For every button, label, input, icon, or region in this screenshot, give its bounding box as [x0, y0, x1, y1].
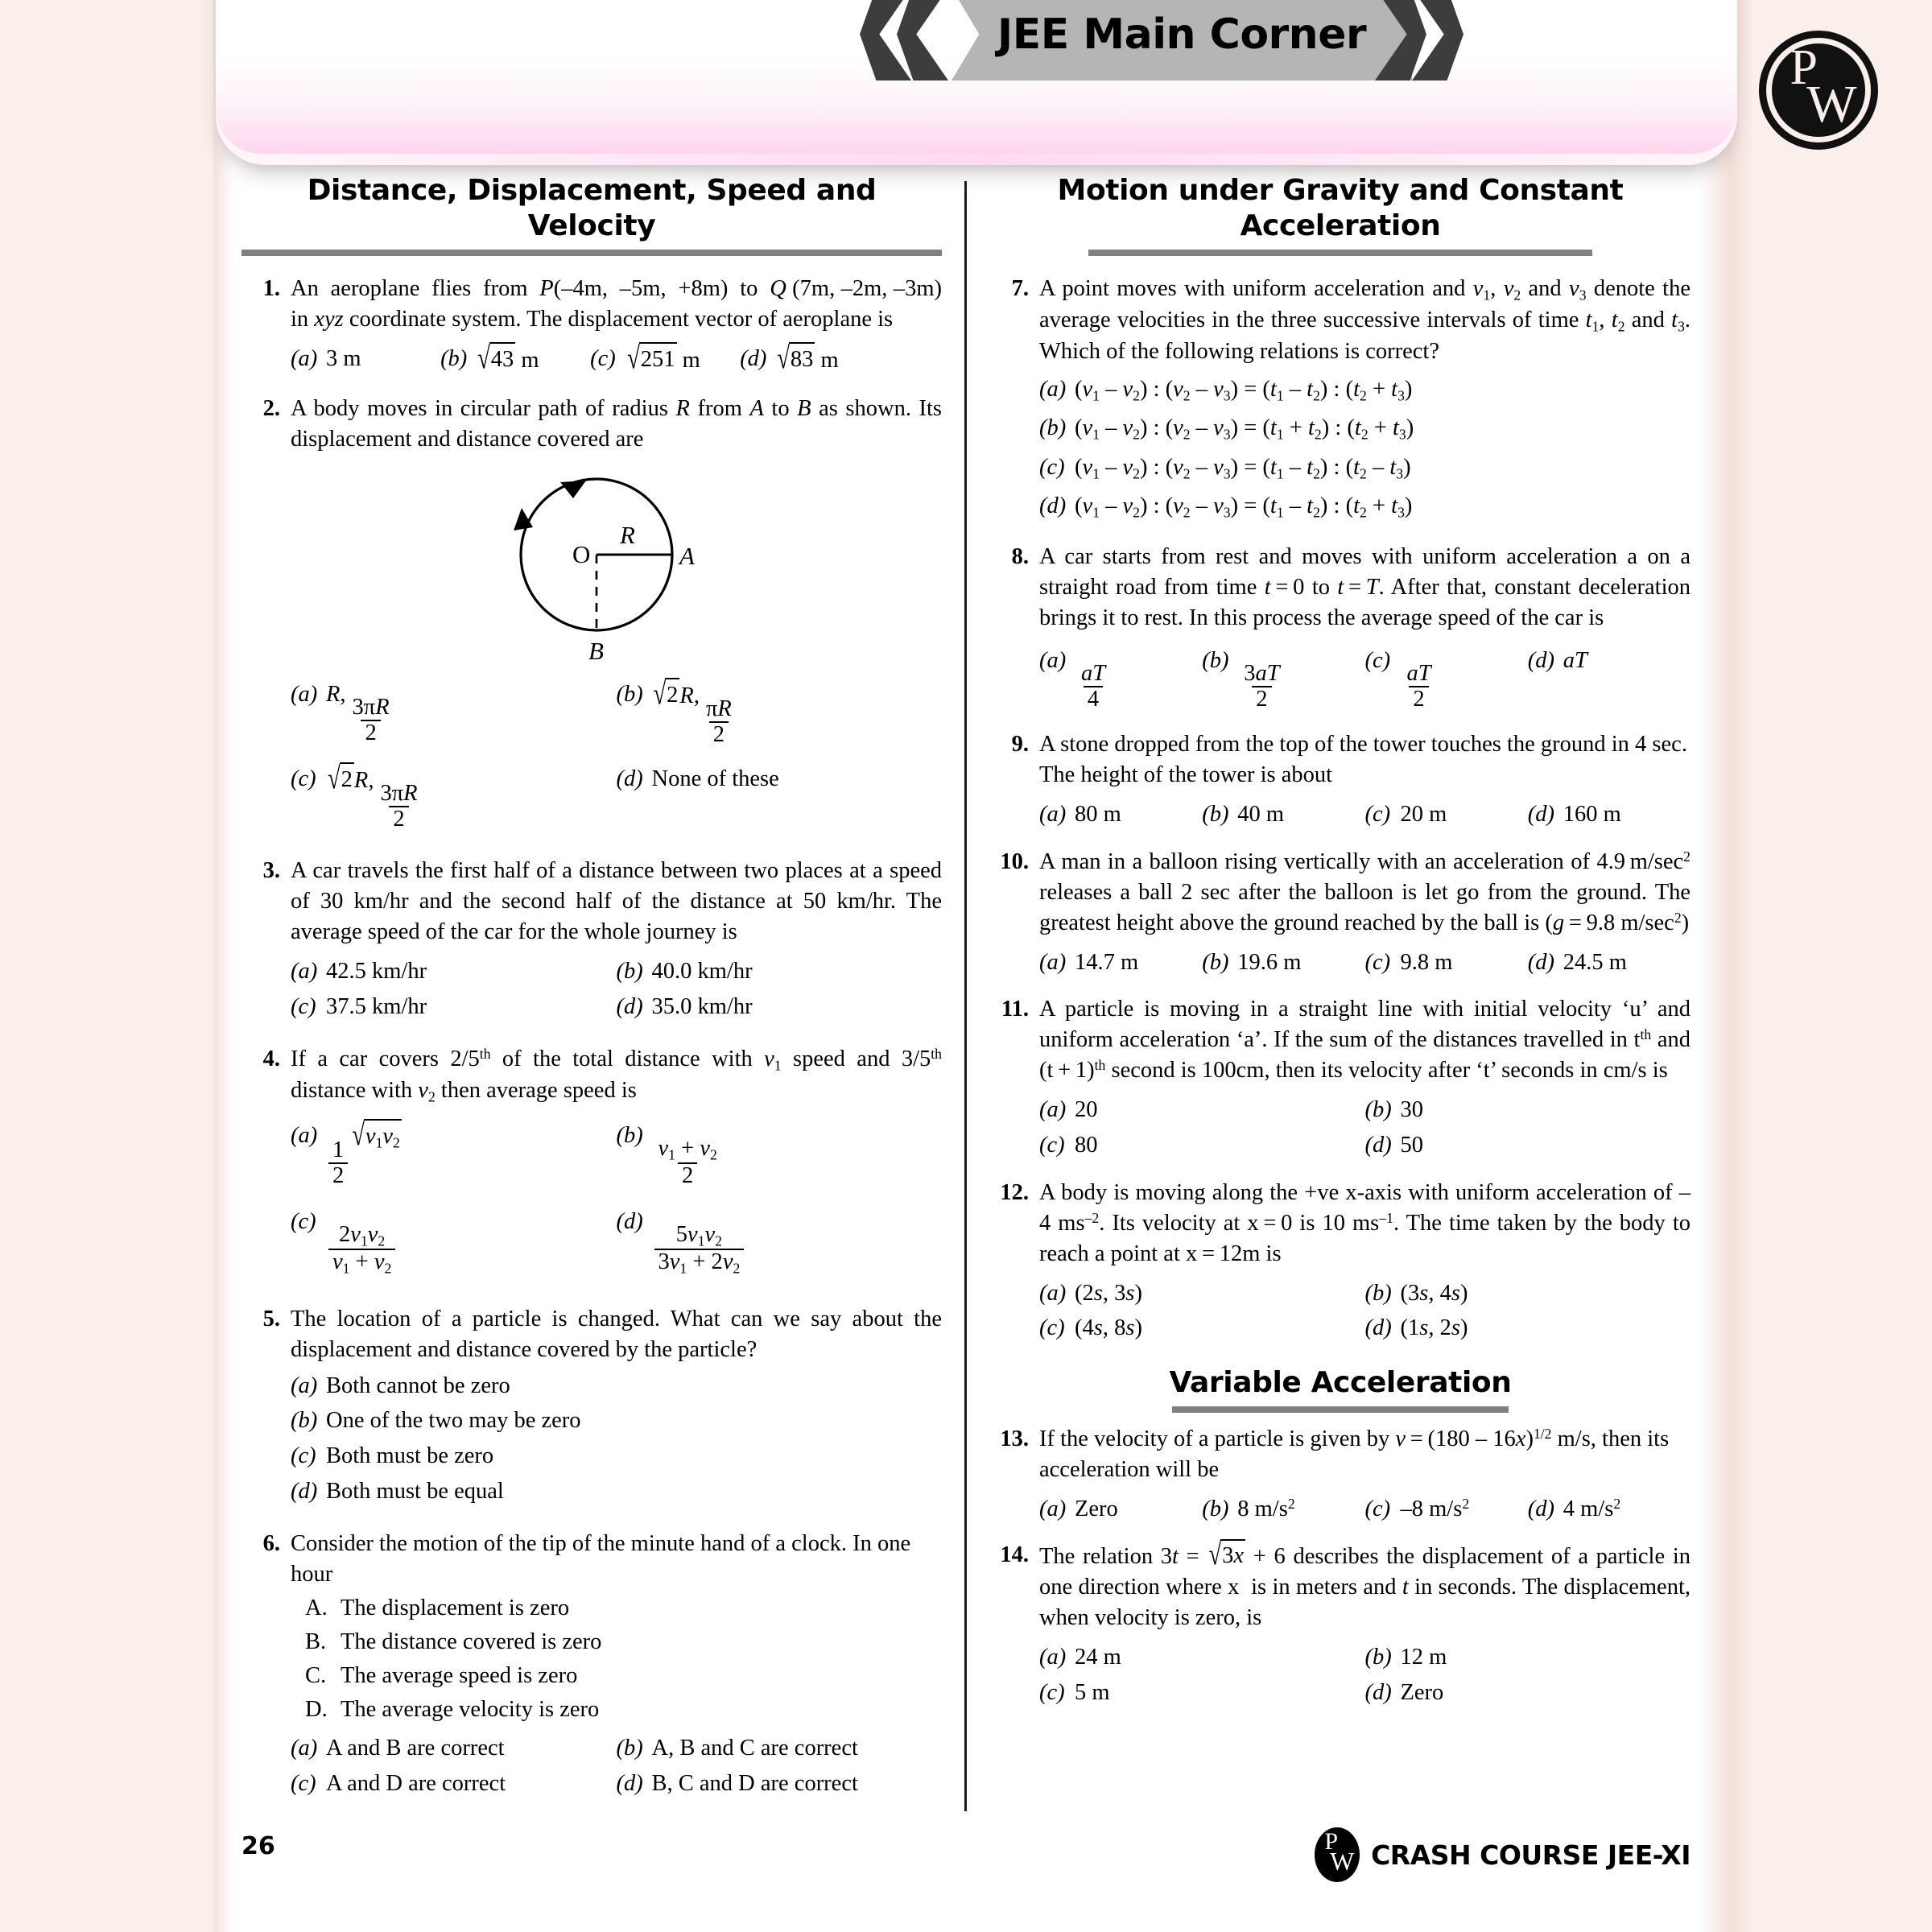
header-banner-card — [216, 0, 1737, 165]
option-b[interactable]: (b) √43 m — [440, 341, 539, 376]
question-text: A point moves with uniform acceleration and $v_1$, $v_2$ and $v_3$ denote the average velocities in the three successive intervals of time $t_1$, $t_2$ and $t_3$. Which of the following relations is correct? — [1039, 275, 1691, 365]
option-b[interactable]: (b) 40.0 km/hr — [616, 959, 753, 985]
question-number: 10. — [1000, 848, 1029, 874]
option-c[interactable]: (c) $(v_1 - v_2)$ : $(v_2 - v_3) = (t_1 - t_2)$ : $(t_2 - t_3)$ — [1039, 454, 1411, 482]
question-12 — [990, 1178, 1690, 1344]
question-text: A body moves in circular path of radius R from A to B as shown. Its displacement and distance covered are — [291, 396, 943, 452]
left-column — [242, 173, 942, 1800]
pw-logo-letters — [1759, 31, 1878, 150]
question-number: 13. — [1000, 1426, 1029, 1452]
options — [1039, 642, 1690, 712]
question-text: A man in a balloon rising vertically with an acceleration of 4.9 $m/\sec^2$ releases a ball 2 sec after the balloon is let go from the ground. The greatest height above the ground reached by the ball is (g = 9.8 $m/\sec^2$) — [1039, 848, 1690, 935]
options — [291, 340, 942, 377]
question-text: Consider the motion of the tip of the minute hand of a clock. In one hour — [291, 1531, 911, 1587]
option-a[interactable]: (a) 80 m — [1039, 802, 1121, 828]
option-d[interactable]: (d) √83 m — [740, 341, 839, 376]
pw-logo-letter-w: W — [1330, 1846, 1355, 1876]
question-number: 5. — [262, 1306, 280, 1331]
option-c[interactable]: (c) 80 — [1039, 1133, 1098, 1158]
option-b[interactable]: (b) 12 m — [1364, 1644, 1447, 1670]
chevron-left-icon — [897, 0, 948, 80]
question-number: 4. — [262, 1046, 280, 1071]
option-a[interactable]: (a) 24 m — [1039, 1644, 1121, 1670]
question-3 — [242, 856, 942, 1022]
option-d[interactable]: (d) 35.0 km/hr — [616, 993, 753, 1019]
option-b[interactable]: (b) 8 $m/s^2$ — [1202, 1495, 1295, 1522]
question-9 — [990, 729, 1690, 831]
options — [1039, 1091, 1690, 1162]
question-10 — [990, 847, 1690, 979]
options — [1039, 1490, 1690, 1525]
options — [291, 675, 942, 832]
option-c[interactable]: (c) Both must be zero — [291, 1443, 494, 1469]
option-d[interactable]: (d) B, C and D are correct — [616, 1771, 858, 1797]
option-b[interactable]: (b) A, B and C are correct — [616, 1736, 858, 1761]
option-a[interactable]: (a) $(v_1 - v_2)$ : $(v_2 - v_3) = (t_1 - t_2)$ : $(t_2 + t_3)$ — [1039, 376, 1413, 404]
option-a[interactable]: (a) (2s, 3s) — [1039, 1280, 1142, 1306]
option-d[interactable]: (d) 160 m — [1527, 802, 1621, 828]
option-b[interactable]: (b) 30 — [1364, 1097, 1423, 1123]
question-number: 2. — [262, 396, 280, 422]
question-number: 7. — [1011, 275, 1029, 301]
section-rule — [1088, 250, 1592, 256]
statement-d: D. The average velocity is zero — [305, 1696, 600, 1722]
question-11 — [990, 994, 1690, 1161]
question-text: The location of a particle is changed. What can we say about the displacement and distance covered by the particle? — [291, 1306, 942, 1362]
options — [291, 1370, 942, 1509]
options — [1039, 1638, 1690, 1709]
option-d[interactable]: (d) $(v_1 - v_2)$ : $(v_2 - v_3) = (t_1 - t_2)$ : $(t_2 + t_3)$ — [1039, 493, 1413, 521]
options — [1039, 1274, 1690, 1345]
circle-path-figure — [448, 466, 786, 667]
option-c[interactable]: (c) 9.8 m — [1364, 949, 1453, 975]
option-a[interactable]: (a) $\frac{1}{2}$ $√v_1v_2$ — [291, 1119, 400, 1189]
page-content — [242, 173, 1691, 1797]
option-d[interactable]: (d) $\frac{5v_1v_2}{3v_1 + 2v_2}$ — [617, 1206, 943, 1276]
option-c[interactable]: (c) 20 m — [1364, 802, 1447, 828]
question-text: A body is moving along the +ve x-axis with uniform acceleration of –4 $ms^{-2}$. Its velocity at x = 0 is 10 $ms^{-1}$. The time taken by the body to reach a point at x = 12m is — [1039, 1179, 1691, 1266]
column-divider — [964, 181, 967, 1811]
option-d[interactable]: (d) Both must be equal — [291, 1479, 504, 1505]
options — [1039, 943, 1690, 979]
section-rule — [1172, 1406, 1509, 1413]
question-text: A stone dropped from the top of the tower touches the ground in 4 sec. The height of the tower is about — [1039, 732, 1687, 788]
option-b[interactable]: (b) 19.6 m — [1202, 949, 1302, 975]
option-b[interactable]: (b) 40 m — [1202, 802, 1285, 828]
footer-brand-text: CRASH COURSE JEE-XI — [1371, 1839, 1690, 1871]
option-d[interactable]: (d) 50 — [1364, 1133, 1423, 1158]
question-number: 9. — [1011, 732, 1029, 758]
circle-diagram-svg — [448, 466, 786, 667]
question-number: 6. — [262, 1531, 280, 1557]
question-text: If a car covers 2/5th of the total distance with $v_1$ speed and 3/5th distance with $v_2$ then average speed is — [291, 1045, 942, 1105]
option-a[interactable]: (a) Both cannot be zero — [291, 1373, 510, 1398]
question-statements — [291, 1593, 942, 1725]
options — [291, 1729, 942, 1800]
options — [291, 1117, 942, 1277]
option-b[interactable]: (b) $\frac{v_1 + v_2}{2}$ — [616, 1123, 717, 1189]
option-c[interactable]: (c) √251 m — [590, 341, 700, 376]
option-a[interactable]: (a) R, $\frac{3\pi R}{2}$ — [291, 682, 390, 746]
option-c[interactable]: (c) 5 m — [1039, 1679, 1110, 1705]
page-footer — [242, 1827, 1690, 1884]
question-number: 14. — [1000, 1542, 1029, 1567]
option-b[interactable]: (b) $\frac{3aT}{2}$ — [1202, 648, 1280, 712]
option-a[interactable]: (a) A and B are correct — [291, 1736, 505, 1761]
section-heading-gravity — [990, 173, 1690, 244]
svg-text:A: A — [679, 542, 695, 571]
pw-logo-letter-p: P — [1790, 39, 1818, 95]
option-d[interactable]: (d) aT — [1527, 648, 1587, 674]
option-a[interactable]: (a) $\frac{aT}{4}$ — [1039, 648, 1106, 712]
option-d[interactable]: (d) None of these — [616, 766, 779, 792]
option-c[interactable]: (c) $\frac{aT}{2}$ — [1364, 648, 1431, 712]
option-c[interactable]: (c) $\frac{2v_1v_2}{v_1 + v_2}$ — [291, 1206, 617, 1276]
question-text: A car starts from rest and moves with uniform acceleration a on a straight road from time t = 0 to t = T. After that, constant deceleration brings it to rest. In this process the average speed of the car is — [1039, 544, 1691, 631]
pw-logo-letters — [1315, 1827, 1360, 1882]
statement-b: B. The distance covered is zero — [305, 1629, 602, 1654]
option-c[interactable]: (c) √2R, $\frac{3\pi R}{2}$ — [291, 762, 418, 832]
question-number: 11. — [1001, 997, 1029, 1022]
question-text: A car travels the first half of a distance between two places at a speed of 30 km/hr and the second half of the distance at 50 km/hr. The average speed of the car for the whole journey is — [291, 858, 942, 945]
option-c[interactable]: (c) (4s, 8s) — [1039, 1315, 1142, 1341]
section-heading-distance: Distance, Displacement, Speed and Velocity — [307, 174, 877, 242]
section-rule — [242, 250, 942, 256]
option-d[interactable]: (d) Zero — [1364, 1679, 1444, 1705]
jee-main-corner-banner — [860, 0, 1504, 80]
page-number: 26 — [242, 1832, 275, 1860]
question-6 — [242, 1529, 942, 1800]
option-a[interactable]: (a) 14.7 m — [1039, 949, 1139, 975]
page-left-edge-shadow — [213, 0, 234, 1932]
option-a[interactable]: (a) Zero — [1039, 1496, 1118, 1522]
option-a[interactable]: (a) 3 m — [291, 345, 361, 371]
svg-text:B: B — [588, 637, 604, 666]
options — [1039, 795, 1690, 831]
option-a[interactable]: (a) 42.5 km/hr — [291, 959, 427, 985]
question-number: 8. — [1011, 544, 1029, 570]
option-d[interactable]: (d) (1s, 2s) — [1364, 1315, 1468, 1341]
statement-a: A. The displacement is zero — [305, 1595, 570, 1620]
banner-title: JEE Main Corner — [997, 10, 1367, 59]
question-number: 12. — [1000, 1179, 1029, 1205]
options — [291, 952, 942, 1023]
question-1 — [242, 274, 942, 377]
question-number: 3. — [262, 858, 280, 884]
option-d[interactable]: (d) 24.5 m — [1527, 949, 1627, 975]
pw-logo-icon — [1315, 1827, 1360, 1882]
question-14 — [990, 1540, 1690, 1708]
question-text: If the velocity of a particle is given by v = (180 – 16x)$^{1/2}$ m/s, then its acceleration will be — [1039, 1426, 1670, 1483]
section-heading-variable-acceleration: Variable Acceleration — [1169, 1366, 1512, 1400]
question-13 — [990, 1424, 1690, 1525]
option-b[interactable]: (b) $(v_1 - v_2)$ : $(v_2 - v_3) = (t_1 + t_2)$ : $(t_2 + t_3)$ — [1039, 415, 1414, 443]
pw-logo-icon — [1759, 31, 1878, 150]
option-c[interactable]: (c) –8 $m/s^2$ — [1364, 1495, 1470, 1522]
svg-text:R: R — [619, 521, 635, 550]
option-a[interactable]: (a) 20 — [1039, 1097, 1098, 1123]
section-heading-line2: Acceleration — [1240, 208, 1441, 242]
option-c[interactable]: (c) 37.5 km/hr — [291, 993, 427, 1019]
option-b[interactable]: (b) One of the two may be zero — [291, 1408, 581, 1434]
option-b[interactable]: (b) √2R, $\frac{\pi R}{2}$ — [616, 678, 732, 748]
question-text: A particle is moving in a straight line with initial velocity ‘u’ and uniform acceleration ‘a’. If the sum of the distances travelled in $t^{th}$ and $(t + 1)^{th}$ second is 100cm, then its velocity after ‘t’ seconds in cm/s is — [1039, 997, 1690, 1084]
footer-brand — [1315, 1827, 1690, 1882]
option-b[interactable]: (b) (3s, 4s) — [1364, 1280, 1468, 1306]
question-5 — [242, 1304, 942, 1508]
question-8 — [990, 542, 1690, 712]
question-number: 1. — [262, 275, 280, 301]
right-column — [990, 173, 1690, 1708]
question-4 — [242, 1044, 942, 1277]
question-7 — [990, 274, 1690, 523]
pw-logo-letter-w: W — [1806, 75, 1857, 134]
question-text: An aeroplane flies from P(–4m, –5m, +8m) to Q (7m, –2m, –3m) in xyz coordinate system. The displacement vector of aeroplane is — [291, 275, 942, 332]
question-text: The relation 3t = √3x + 6 describes the displacement of a particle in one direction where x is in meters and t in seconds. The displacement, when velocity is zero, is — [1039, 1538, 1691, 1630]
options — [1039, 374, 1690, 523]
pw-logo-letter-p: P — [1324, 1827, 1339, 1855]
svg-text:O: O — [572, 540, 590, 569]
page-right-edge-shadow — [1699, 0, 1752, 1932]
section-heading-line1: Motion under Gravity and Constant — [1057, 174, 1624, 207]
question-2 — [242, 394, 942, 832]
option-c[interactable]: (c) A and D are correct — [291, 1771, 506, 1797]
option-d[interactable]: (d) 4 $m/s^2$ — [1527, 1495, 1621, 1522]
statement-c: C. The average speed is zero — [305, 1662, 578, 1688]
